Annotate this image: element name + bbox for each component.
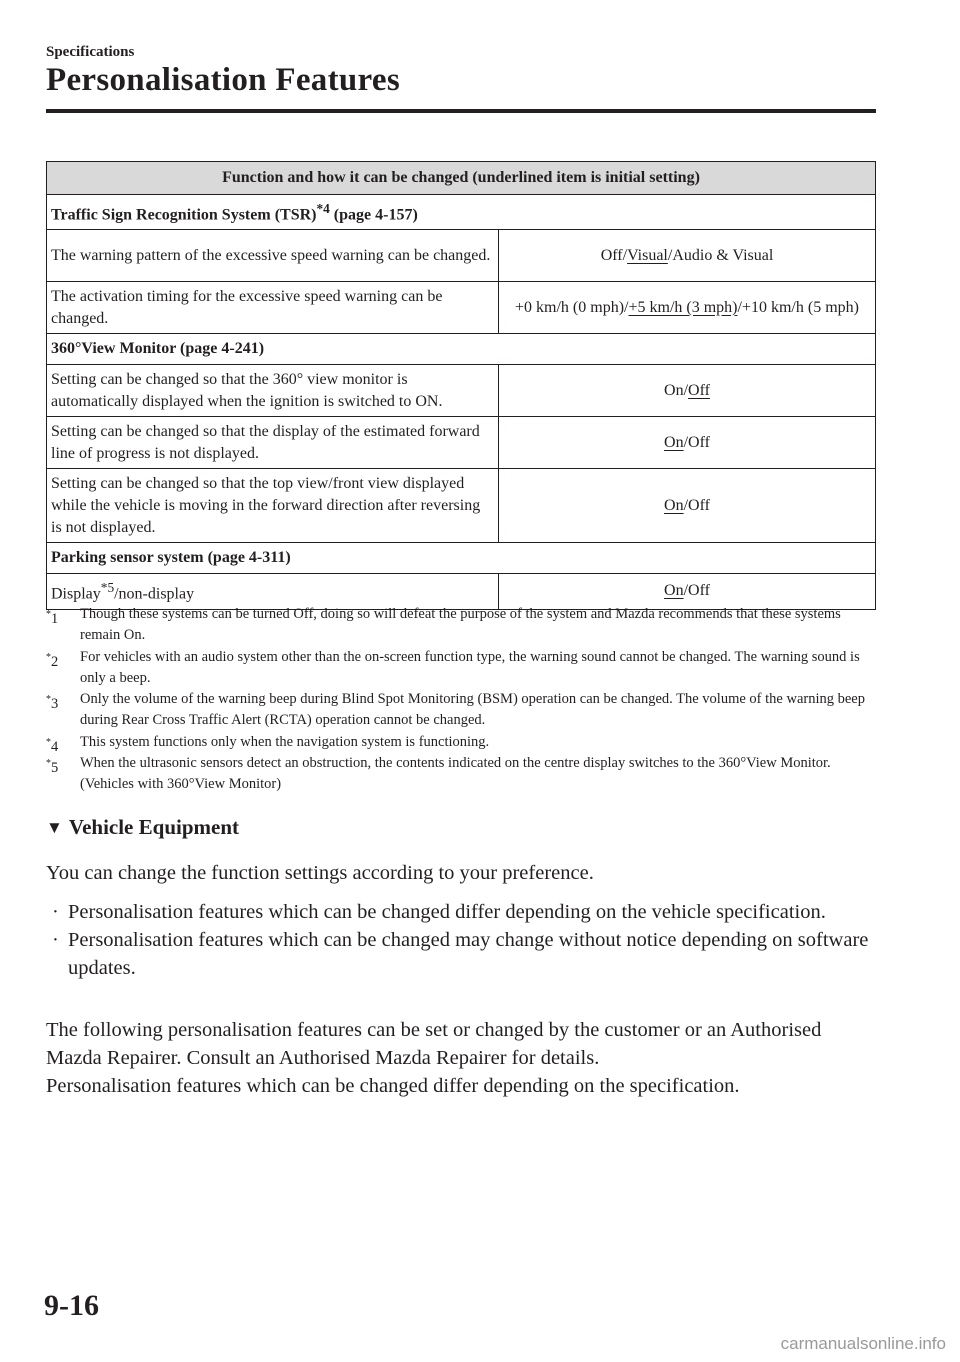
- footnote-number: *4: [46, 736, 59, 755]
- option-text: /Off: [683, 433, 710, 451]
- intro-paragraph: You can change the function settings according to your preference.: [46, 862, 594, 884]
- table-row: [47, 230, 876, 282]
- table-row: [47, 469, 876, 543]
- table-header-row: [47, 162, 876, 195]
- vehicle-equipment-heading: [46, 815, 239, 840]
- group-row-tsr: [47, 195, 876, 230]
- footnote: [46, 647, 876, 690]
- bullet-text: Personalisation features which can be changed differ depending on the vehicle specification.: [68, 901, 826, 923]
- option-text: /+10 km/h (5 mph): [737, 298, 859, 316]
- setting-options: [499, 417, 876, 469]
- table-header: Function and how it can be changed (underlined item is initial setting): [47, 162, 876, 195]
- heading-text: Vehicle Equipment: [68, 815, 239, 839]
- setting-options: [499, 230, 876, 282]
- setting-options: [499, 469, 876, 543]
- page-title: Personalisation Features: [46, 62, 400, 98]
- initial-setting: Visual: [627, 246, 668, 264]
- group-heading-tsr: [47, 195, 876, 230]
- group-name: Traffic Sign Recognition System (TSR): [51, 206, 317, 224]
- option-text: /Off: [683, 496, 710, 514]
- bullet-icon: ·: [52, 901, 59, 923]
- page-number: 9-16: [44, 1289, 99, 1322]
- table-row: [47, 365, 876, 417]
- function-description: The warning pattern of the excessive speed warning can be changed.: [47, 230, 499, 282]
- initial-setting: On: [664, 496, 684, 514]
- initial-setting: +5 km/h (3 mph): [628, 298, 738, 316]
- option-text: +0 km/h (0 mph)/: [515, 298, 629, 316]
- function-description: Setting can be changed so that the display of the estimated forward line of progress is not displayed.: [47, 417, 499, 469]
- setting-options: [499, 282, 876, 334]
- footnote: [46, 689, 876, 732]
- description-text: /non-display: [114, 585, 195, 603]
- option-text: /Off: [683, 582, 710, 600]
- section-label: Specifications: [46, 44, 135, 60]
- footnote-number: *1: [46, 609, 59, 627]
- body-paragraph: Personalisation features which can be changed differ depending on the specification.: [46, 1075, 740, 1097]
- group-heading-parking-sensor: Parking sensor system (page 4-311): [47, 543, 876, 574]
- body-paragraph: The following personalisation features can be set or changed by the customer or an Authorised Mazda Repairer. Consult an Authorised Mazda Repairer for details.: [46, 1019, 822, 1069]
- footnote-number: *3: [46, 694, 59, 713]
- footnote-number: *5: [46, 758, 59, 776]
- bullet-text: Personalisation features which can be changed may change without notice depending on software updates.: [68, 929, 869, 979]
- function-description: Setting can be changed so that the 360° view monitor is automatically displayed when the ignition is switched to ON.: [47, 365, 499, 417]
- list-item: [46, 926, 876, 982]
- group-heading-360-view-monitor: 360°View Monitor (page 4-241): [47, 334, 876, 365]
- title-divider: [46, 109, 876, 113]
- bullet-icon: ·: [52, 929, 59, 951]
- option-text: Off/: [600, 246, 628, 264]
- footnote-text: For vehicles with an audio system other than the on-screen function type, the warning sound cannot be changed. The warning sound is only a beep.: [80, 648, 860, 686]
- initial-setting: On: [664, 433, 684, 451]
- function-description: The activation timing for the excessive speed warning can be changed.: [47, 282, 499, 334]
- function-description: Setting can be changed so that the top view/front view displayed while the vehicle is moving in the forward direction after reversing is not displayed.: [47, 469, 499, 543]
- triangle-down-icon: ▼: [46, 818, 63, 837]
- footnote-text: Though these systems can be turned Off, doing so will defeat the purpose of the system and Mazda recommends that these systems remain On.: [80, 606, 841, 644]
- initial-setting: On: [664, 582, 684, 600]
- footnote-mark: *4: [316, 201, 330, 216]
- footnote: [46, 753, 876, 796]
- personalisation-table: [46, 161, 876, 610]
- page-reference: (page 4-157): [329, 206, 418, 224]
- footnote-text: When the ultrasonic sensors detect an obstruction, the contents indicated on the centre display switches to the 360°View Monitor. (Vehicles with 360°View Monitor): [80, 755, 831, 793]
- initial-setting: Off: [688, 381, 710, 399]
- footnote-number: *2: [46, 651, 59, 670]
- description-text: Display: [51, 585, 101, 603]
- option-text: /Audio & Visual: [667, 246, 774, 264]
- footnote-text: This system functions only when the navigation system is functioning.: [80, 733, 490, 750]
- footnote: [46, 732, 876, 753]
- watermark: carmanualsonline.info: [780, 1334, 946, 1353]
- footnote-mark: *5: [100, 580, 115, 596]
- bullet-list: [46, 898, 876, 982]
- group-row-360-view-monitor: [47, 334, 876, 365]
- footnote-text: Only the volume of the warning beep during Blind Spot Monitoring (BSM) operation can be changed. The volume of the warning beep during Rear Cross Traffic Alert (RCTA) operation cannot be changed.: [80, 691, 865, 729]
- table-row: [47, 417, 876, 469]
- table-row: [47, 282, 876, 334]
- footnote: [46, 604, 876, 647]
- group-row-parking-sensor: [47, 543, 876, 574]
- list-item: [46, 898, 876, 926]
- option-text: On/: [664, 381, 689, 399]
- setting-options: [499, 365, 876, 417]
- footnotes: [46, 604, 876, 796]
